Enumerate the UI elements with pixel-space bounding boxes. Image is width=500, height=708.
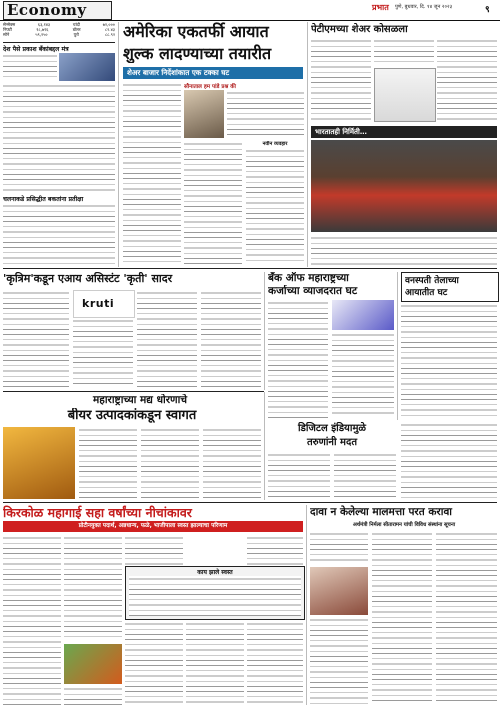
retail-body	[64, 686, 122, 705]
paytm-body	[374, 38, 434, 66]
bom-logo-image	[332, 300, 394, 330]
minister-photo	[310, 567, 368, 615]
kruti-body	[201, 290, 261, 388]
oil-body	[401, 303, 497, 418]
brief-photo	[59, 53, 115, 81]
paytm-chart-photo	[374, 68, 436, 122]
dateline: पुणे, बुधवार, दि. १४ जून २०२३	[395, 4, 453, 10]
bom-body	[268, 300, 328, 418]
column-divider	[264, 272, 265, 390]
column-divider	[397, 272, 398, 420]
market-value: ८८.९२	[104, 32, 115, 37]
lead-headline-1: अमेरिका एकतर्फी आयात	[123, 22, 269, 41]
claim-body	[310, 617, 368, 705]
claim-body	[372, 531, 432, 705]
newspaper-logo: प्रभात	[372, 2, 389, 12]
retail-body	[64, 535, 122, 641]
retail-body	[247, 621, 303, 705]
page-number: ९	[485, 5, 490, 15]
retail-subhead: प्रोटीनयुक्त पदार्थ, अन्नधान्य, फळे, भाजीपाला स्वस्त झाल्याचा परिणाम	[3, 521, 303, 532]
kruti-logo-text: kruti	[82, 297, 115, 310]
market-label: सेन्सेक्स	[3, 22, 16, 27]
digital-body	[268, 452, 330, 500]
column-divider	[307, 22, 308, 267]
vegetables-photo	[64, 644, 122, 684]
retail-box	[125, 566, 305, 620]
promo-caption: भारतातही निर्मिती…	[315, 128, 367, 136]
market-value: ६३,१४३	[37, 22, 51, 27]
retail-body	[247, 535, 303, 565]
oil-body	[401, 422, 497, 500]
paytm-body	[311, 38, 371, 120]
claim-body	[310, 531, 368, 565]
beer-headline-2: बीयर उत्पादकांकडून स्वागत	[67, 408, 197, 423]
masthead	[0, 0, 500, 21]
beer-photo	[3, 427, 75, 499]
beer-body	[203, 427, 261, 499]
lead-headline-2: शुल्क लादण्याच्या तयारीत	[123, 44, 272, 63]
brief-body	[3, 83, 115, 191]
retail-body	[125, 621, 183, 705]
retail-headline: किरकोळ महागाई सहा वर्षांच्या नीचांकावर	[3, 505, 192, 520]
kruti-headline: 'कृत्रिम'कडून एआय असिस्टंट 'कृती' सादर	[3, 272, 173, 285]
paytm-body	[437, 38, 497, 120]
retail-body	[125, 535, 183, 565]
claim-body	[436, 531, 497, 705]
market-label: युरो	[73, 32, 79, 37]
beer-body	[141, 427, 199, 499]
digital-headline-1: डिजिटल इंडियामुळे	[297, 423, 367, 434]
column-divider	[306, 505, 307, 705]
beer-body	[79, 427, 137, 499]
claim-subhead: अर्थमंत्री निर्मला सीतारामन यांची विविध संस्थांना सूचना	[352, 522, 456, 528]
section-title: Economy	[3, 1, 112, 20]
market-value: १८,७१६	[36, 27, 49, 32]
digital-body	[334, 452, 396, 500]
retail-body	[186, 621, 244, 705]
promo-caption-bar	[311, 126, 497, 138]
kruti-body	[3, 290, 69, 388]
launch-event-photo	[311, 140, 497, 232]
claim-headline: दावा न केलेल्या मालमत्ता परत करावा	[310, 506, 452, 518]
kruti-logo	[73, 290, 135, 318]
retail-box-body	[129, 576, 301, 616]
lead-subhead: शेअर बाजार निर्देशांकात एक टक्का घट	[123, 67, 303, 79]
market-value: ७२,०००	[102, 22, 115, 27]
lead-body	[123, 82, 181, 264]
photo-caption	[311, 235, 497, 265]
quote-body	[227, 90, 304, 138]
oil-headline-1: वनस्पती तेलाच्या	[405, 276, 459, 286]
market-row	[3, 32, 115, 37]
market-label: डॉलर	[72, 27, 81, 32]
oil-headline-2: आयातीत घट	[405, 288, 448, 298]
retail-body	[3, 535, 61, 705]
kruti-body	[73, 318, 133, 388]
section-divider	[3, 268, 497, 269]
section-divider	[3, 391, 264, 392]
column-divider	[264, 392, 265, 500]
digital-headline-2: तरुणांनी मदत	[306, 437, 358, 448]
quote-headline: सौनाताल हम पांडे प्रश्न की	[184, 84, 236, 90]
person-photo	[184, 90, 224, 138]
bom-body	[332, 332, 394, 418]
section-divider	[3, 502, 497, 503]
brief-headline: चलनाकडे प्रसिद्धीत बकतांना प्रतीक्षा	[3, 196, 84, 203]
market-label: सोने	[3, 32, 10, 37]
beer-headline-1: महाराष्ट्राच्या मद्य धोरणाचे	[92, 394, 188, 406]
brief-body	[3, 53, 57, 81]
oil-headline-box	[401, 272, 499, 302]
bom-headline-1: बँक ऑफ महाराष्ट्रच्या	[268, 272, 349, 284]
paytm-headline: पेटीएमच्या शेअर कोसळला	[311, 24, 408, 35]
brief-body	[3, 203, 115, 265]
market-label: निफ्टी	[3, 27, 12, 32]
market-ticker	[3, 22, 115, 43]
market-value: ५९,२५०	[35, 32, 48, 37]
lead-body	[184, 141, 242, 264]
market-value: ८२.४३	[104, 27, 115, 32]
lead-body	[246, 148, 304, 264]
column-divider	[118, 22, 119, 267]
retail-box-title: काय झाले स्वस्त	[197, 569, 233, 576]
market-label: चांदी	[72, 22, 80, 27]
brief-headline: देश पैसे प्रकाश बँकांबद्दल मंत्र	[3, 46, 69, 53]
bom-headline-2: कर्जाच्या व्याजदरात घट	[268, 285, 358, 297]
kruti-body	[137, 290, 197, 388]
inline-subhead: नवीन व्यवहार	[262, 141, 288, 147]
